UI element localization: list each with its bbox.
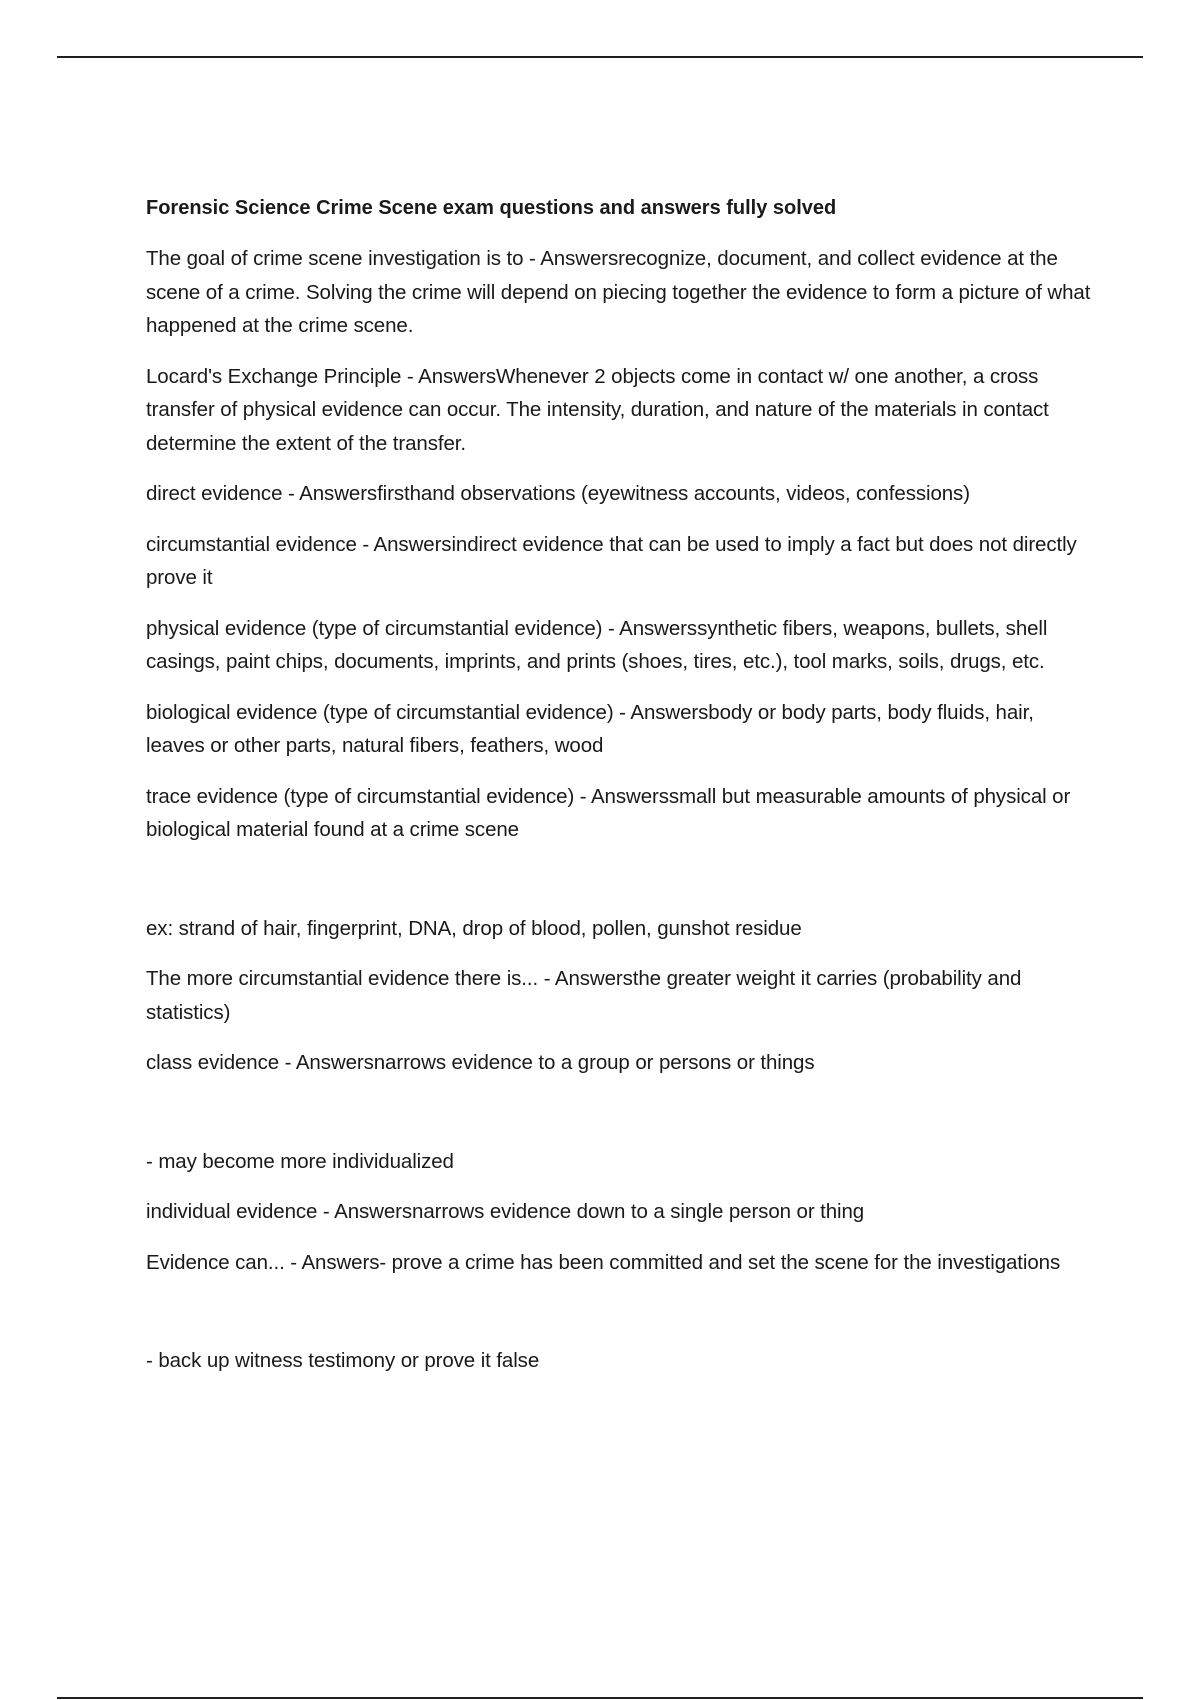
paragraph-gap	[146, 1097, 1096, 1145]
qa-evidence-can: Evidence can... - Answers- prove a crime has been committed and set the scene for the investigations	[146, 1250, 1061, 1274]
qa-physical-evidence: physical evidence (type of circumstantial evidence) - Answerssynthetic fibers, weapons, bullets, shell casings, paint chips, documents, imprints, and prints (shoes, tires, etc.), tool marks, soils, drugs, etc.	[146, 616, 1048, 673]
paragraph-gap	[146, 1296, 1096, 1344]
qa-goal-of-investigation: The goal of crime scene investigation is to - Answersrecognize, document, and collect evidence at the scene of a crime. Solving the crime will depend on piecing together the evidence to form a picture of what happened at the crime scene.	[146, 247, 1091, 337]
qa-more-circumstantial: The more circumstantial evidence there is... - Answersthe greater weight it carries (probability and statistics)	[146, 967, 1022, 1024]
qa-individual-evidence: individual evidence - Answersnarrows evidence down to a single person or thing	[146, 1200, 865, 1223]
trace-evidence-examples: ex: strand of hair, fingerprint, DNA, drop of blood, pollen, gunshot residue	[146, 916, 802, 940]
top-rule	[57, 56, 1143, 58]
evidence-can-note: - back up witness testimony or prove it false	[146, 1349, 540, 1372]
qa-circumstantial-evidence: circumstantial evidence - Answersindirect evidence that can be used to imply a fact but does not directly prove it	[146, 532, 1077, 589]
document-title: Forensic Science Crime Scene exam questions and answers fully solved	[146, 197, 837, 219]
bottom-rule	[57, 1697, 1143, 1699]
paragraph-gap	[146, 864, 1096, 912]
qa-biological-evidence: biological evidence (type of circumstantial evidence) - Answersbody or body parts, body fluids, hair, leaves or other parts, natural fibers, feathers, wood	[146, 700, 1034, 757]
qa-class-evidence: class evidence - Answersnarrows evidence to a group or persons or things	[146, 1051, 815, 1074]
qa-direct-evidence: direct evidence - Answersfirsthand observations (eyewitness accounts, videos, confessions)	[146, 482, 970, 505]
qa-trace-evidence: trace evidence (type of circumstantial evidence) - Answerssmall but measurable amounts of physical or biological material found at a crime scene	[146, 784, 1071, 841]
qa-locards-principle: Locard's Exchange Principle - AnswersWhenever 2 objects come in contact w/ one another, a cross transfer of physical evidence can occur. The intensity, duration, and nature of the materials in contact determine the extent of the transfer.	[146, 364, 1049, 455]
document-body	[146, 194, 1096, 1395]
class-evidence-note: - may become more individualized	[146, 1149, 454, 1173]
